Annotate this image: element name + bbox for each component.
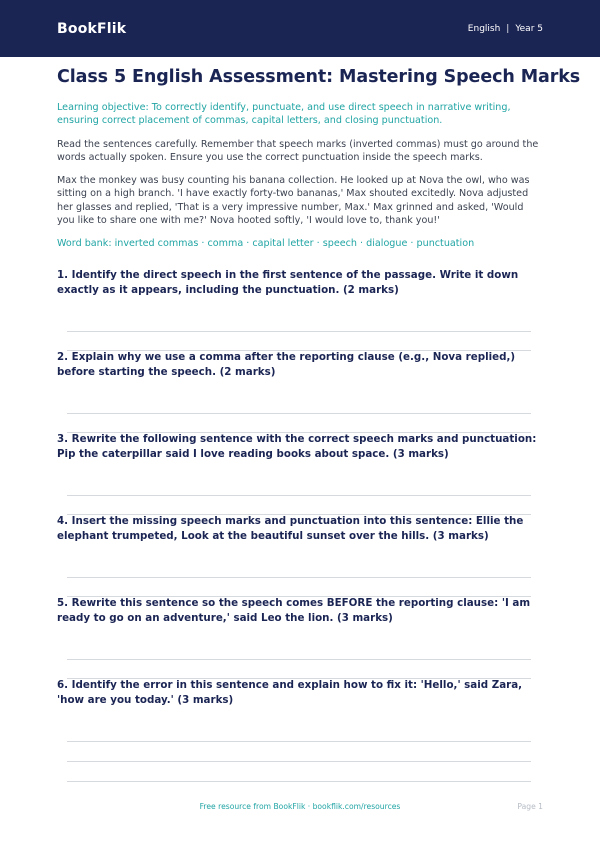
subject-separator: | [506, 23, 510, 34]
brand-logo: BookFlik [57, 20, 127, 37]
footer-resource-link[interactable]: Free resource from BookFlik · bookflik.com/resources [199, 802, 401, 811]
page-title: Class 5 English Assessment: Mastering Speech Marks [57, 67, 581, 87]
question-4 [57, 514, 543, 544]
subject-label: English [467, 23, 501, 34]
reading-passage: Max the monkey was busy counting his banana collection. He looked up at Nova the owl, who was sitting on a high branch. 'I have exactly forty-two bananas,' Max shouted excitedly. Nova adjusted her glasses and replied, 'That is a very impressive number, Max.' Max grinned and asked, 'Would you like to share one with me?' Nova hooted softly, 'I would love to, thank you!' [57, 174, 530, 227]
answer-line[interactable] [67, 495, 531, 496]
year-label: Year 5 [515, 23, 543, 34]
instructions-paragraph: Read the sentences carefully. Remember that speech marks (inverted commas) must go around the words actually spoken. Ensure you use the correct punctuation inside the speech marks. [57, 139, 539, 164]
learning-objective: Learning objective: To correctly identify, punctuate, and use direct speech in narrative writing, ensuring correct placement of commas, capital letters, and closing punctuation. [57, 102, 511, 126]
word-bank: Word bank: inverted commas · comma · capital letter · speech · dialogue · punctuation [57, 238, 475, 250]
question-2 [57, 350, 543, 380]
question-1 [57, 268, 543, 298]
question-text: 4. Insert the missing speech marks and punctuation into this sentence: Ellie the elephant trumpeted, Look at the beautiful sunset over the hills. (3 marks) [57, 515, 524, 542]
question-3 [57, 432, 543, 462]
question-5 [57, 596, 543, 626]
question-6 [57, 678, 543, 708]
answer-line[interactable] [67, 413, 531, 414]
question-text: 6. Identify the error in this sentence and explain how to fix it: 'Hello,' said Zara, 'how are you today.' (3 marks) [57, 679, 523, 706]
answer-line[interactable] [67, 577, 531, 578]
question-text: 2. Explain why we use a comma after the reporting clause (e.g., Nova replied,) before starting the speech. (2 marks) [57, 351, 516, 378]
worksheet-body [57, 62, 581, 250]
answer-line[interactable] [67, 741, 531, 742]
page-number: Page 1 [517, 802, 543, 811]
subject-year-label [468, 24, 543, 34]
question-text: 3. Rewrite the following sentence with the correct speech marks and punctuation: Pip the caterpillar said I love reading books about space. (3 marks) [57, 433, 537, 460]
question-text: 5. Rewrite this sentence so the speech comes BEFORE the reporting clause: 'I am ready to go on an adventure,' said Leo the lion. (3 marks) [57, 597, 531, 624]
answer-line[interactable] [67, 761, 531, 762]
answer-line[interactable] [67, 781, 531, 782]
page-header [0, 0, 600, 57]
answer-line[interactable] [67, 331, 531, 332]
question-text: 1. Identify the direct speech in the first sentence of the passage. Write it down exactly as it appears, including the punctuation. (2 marks) [57, 269, 519, 296]
answer-line[interactable] [67, 659, 531, 660]
